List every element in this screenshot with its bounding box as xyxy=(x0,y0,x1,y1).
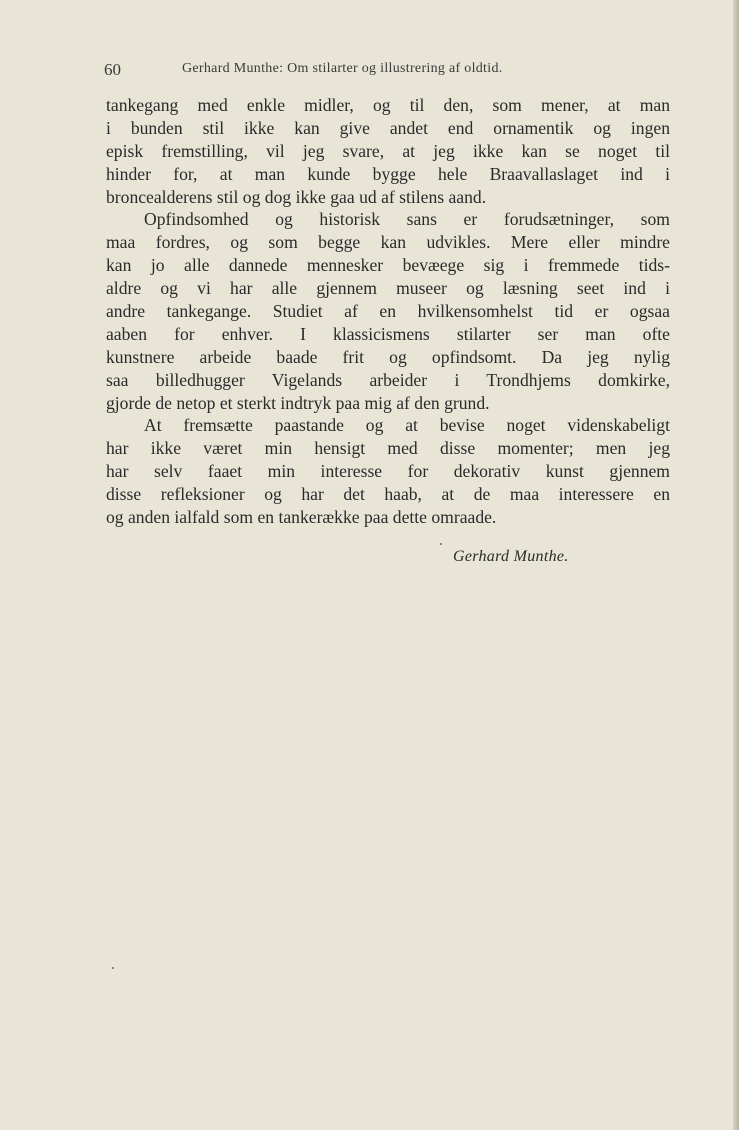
running-title: Gerhard Munthe: Om stilarter og illustrering af oldtid. xyxy=(182,61,503,76)
print-speck xyxy=(440,543,442,545)
text-line: har selv faaet min interesse for dekorativ kunst gjennem xyxy=(106,461,670,482)
text-line: Opfindsomhed og historisk sans er forudsætninger, som xyxy=(144,209,670,230)
text-line: kan jo alle dannede mennesker bevæege sig i fremmede tids- xyxy=(106,255,670,276)
text-line: broncealderens stil og dog ikke gaa ud af stilens aand. xyxy=(106,186,487,207)
body-text xyxy=(106,94,670,529)
text-line: har ikke været min hensigt med disse momenter; men jeg xyxy=(106,438,670,459)
print-speck xyxy=(112,967,114,969)
text-line: disse refleksioner og har det haab, at de maa interessere en xyxy=(106,484,670,505)
text-line: saa billedhugger Vigelands arbeider i Trondhjems domkirke, xyxy=(106,369,670,390)
text-line: episk fremstilling, vil jeg svare, at jeg ikke kan se noget til xyxy=(106,140,670,161)
text-line: kunstnere arbeide baade frit og opfindsomt. Da jeg nylig xyxy=(106,346,670,367)
text-line: gjorde de netop et sterkt indtryk paa mig af den grund. xyxy=(106,392,490,413)
text-line: hinder for, at man kunde bygge hele Braavallaslaget ind i xyxy=(106,163,670,184)
text-line: andre tankegange. Studiet af en hvilkensomhelst tid er ogsaa xyxy=(106,301,670,322)
page-header xyxy=(104,60,664,82)
text-line: At fremsætte paastande og at bevise noget videnskabeligt xyxy=(144,415,670,436)
text-line: i bunden stil ikke kan give andet end ornamentik og ingen xyxy=(106,117,670,138)
text-line: og anden ialfald som en tankerække paa dette omraade. xyxy=(106,507,497,528)
text-line: aldre og vi har alle gjennem museer og læsning seet ind i xyxy=(106,278,670,299)
text-line: aaben for enhver. I klassicismens stilarter ser man ofte xyxy=(106,323,670,344)
page-edge xyxy=(733,0,739,1130)
page-number: 60 xyxy=(104,60,121,79)
text-line: maa fordres, og som begge kan udvikles. Mere eller mindre xyxy=(106,232,670,253)
text-line: tankegang med enkle midler, og til den, som mener, at man xyxy=(106,95,670,115)
signature: Gerhard Munthe. xyxy=(453,548,569,565)
